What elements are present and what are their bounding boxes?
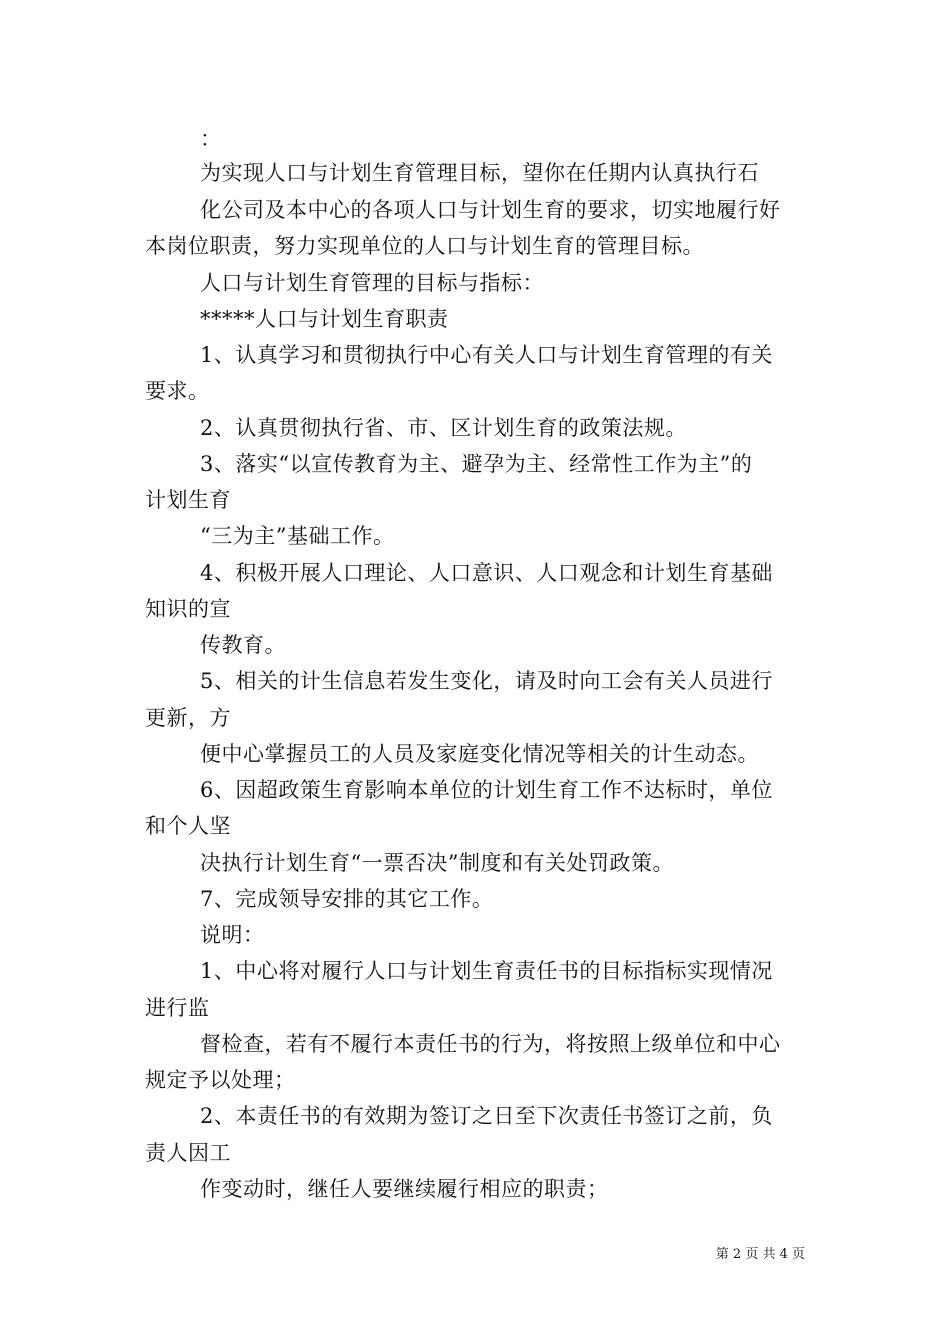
text-line: *****人口与计划生育职责 — [200, 307, 449, 331]
text-line: 1、中心将对履行人口与计划生育责任书的目标指标实现情况 — [200, 959, 773, 983]
text-line: ： — [200, 127, 222, 151]
text-line: 7、完成领导安排的其它工作。 — [200, 887, 494, 911]
text-line: 督检查，若有不履行本责任书的行为，将按照上级单位和中心 — [200, 1032, 781, 1056]
text-line: “三为主”基础工作。 — [200, 524, 395, 548]
text-line: 6、因超政策生育影响本单位的计划生育工作不达标时，单位 — [200, 778, 773, 802]
text-line: 便中心掌握员工的人员及家庭变化情况等相关的计生动态。 — [200, 742, 759, 766]
text-line: 4、积极开展人口理论、人口意识、人口观念和计划生育基础 — [200, 561, 773, 585]
text-line: 传教育。 — [200, 633, 286, 657]
text-line: 和个人坚 — [145, 814, 231, 838]
text-line: 本岗位职责，努力实现单位的人口与计划生育的管理目标。 — [145, 234, 704, 258]
text-line: 责人因工 — [145, 1141, 231, 1165]
text-line: 计划生育 — [145, 488, 231, 512]
text-line: 进行监 — [145, 996, 210, 1020]
text-line: 知识的宣 — [145, 597, 231, 621]
text-line: 说明： — [200, 923, 265, 947]
text-line: 5、相关的计生信息若发生变化，请及时向工会有关人员进行 — [200, 669, 773, 693]
text-line: 为实现人口与计划生育管理目标，望你在任期内认真执行石 — [200, 161, 759, 185]
text-line: 人口与计划生育管理的目标与指标： — [200, 271, 544, 295]
text-line: 2、认真贯彻执行省、市、区计划生育的政策法规。 — [200, 416, 687, 440]
text-line: 要求。 — [145, 379, 210, 403]
text-line: 1、认真学习和贯彻执行中心有关人口与计划生育管理的有关 — [200, 343, 773, 367]
text-line: 2、本责任书的有效期为签订之日至下次责任书签订之前，负 — [200, 1104, 773, 1128]
text-line: 3、落实“以宣传教育为主、避孕为主、经常性工作为主”的 — [200, 452, 753, 476]
text-line: 更新，方 — [145, 706, 231, 730]
page-number: 第 2 页 共 4 页 — [715, 1247, 805, 1262]
text-line: 作变动时，继任人要继续履行相应的职责； — [200, 1177, 609, 1201]
text-line: 决执行计划生育“一票否决”制度和有关处罚政策。 — [200, 851, 674, 875]
text-line: 化公司及本中心的各项人口与计划生育的要求，切实地履行好 — [200, 198, 781, 222]
text-line: 规定予以处理； — [145, 1068, 296, 1092]
